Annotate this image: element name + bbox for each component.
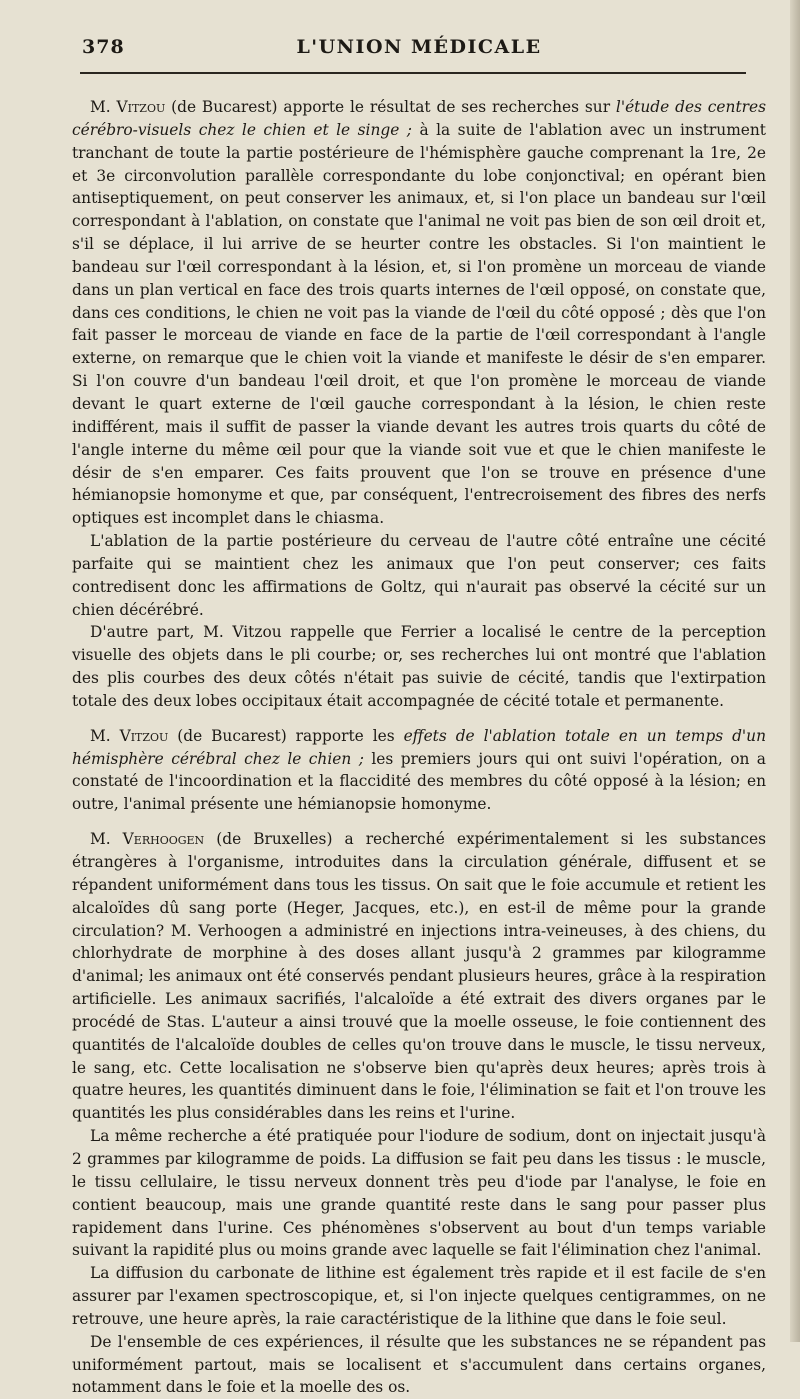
author-name: M. Vitzou [90, 726, 169, 745]
paragraph-carbonate-lithine: La diffusion du carbonate de lithine est également très rapide et il est facile de s'en assurer par l'examen spectroscopique, et, si l'on injecte quelques centigrammes, on ne retrouve, une heure après, la raie caractéristique de la lithine que dans le foie seul. [72, 1264, 766, 1328]
paragraph-iodure-sodium: La même recherche a été pratiquée pour l'iodure de sodium, dont on injectait jusqu'à 2 grammes par kilogramme de poids. La diffusion se fait peu dans les tissus : le muscle, le tissu cellulaire, le tissu nerveux donnent très peu d'iode par l'analyse, le foie en contient beaucoup, mais une grande quantité reste dans le sang pour passer plus rapidement dans l'urine. Ces phénomènes s'observent au bout d'un temps variable suivant la rapidité plus ou moins grande avec laquelle se fait l'élimination chez l'animal. [72, 1127, 766, 1260]
paragraph-ferrier-pli-courbe: D'autre part, M. Vitzou rappelle que Ferrier a localisé le centre de la perception visuelle des objets dans le pli courbe; or, ses recherches lui ont montré que l'ablation des plis courbes des deux côtés n'était pas suivie de cécité, tandis que l'extirpation totale des deux lobes occipitaux était accompagnée de cécité totale et permanente. [72, 623, 766, 710]
running-head [72, 36, 766, 70]
paragraph-verhoogen-diffusion [72, 828, 766, 1125]
study-title: effets de l'ablation totale en un temps d'un hémisphère cérébral chez le chien ; [72, 726, 766, 768]
author-name: M. Vitzou [90, 98, 166, 116]
page-edge-shadow [790, 0, 800, 1342]
paragraph-ablation-blindness: L'ablation de la partie postérieure du cerveau de l'autre côté entraîne une cécité parfaite qui se maintient chez les animaux que l'on peut conserver; ces faits contredisent donc les affirmations de Goltz, qui n'aurait pas observé la cécité sur un chien décérébré. [72, 532, 766, 619]
paragraph-lead: (de Bucarest) apporte le résultat de ses recherches sur [165, 98, 616, 116]
paragraph-vitzou-visual-centers [72, 96, 766, 530]
study-title: l'étude des centres cérébro-visuels chez le chien et le singe ; [72, 98, 766, 139]
journal-title: L'UNION MÉDICALE [296, 36, 542, 58]
paragraph-lead: (de Bucarest) rapporte les [168, 726, 404, 745]
page-number: 378 [82, 36, 125, 58]
paragraph-conclusion: De l'ensemble de ces expériences, il résulte que les substances ne se répandent pas uniformément partout, mais se localisent et s'accumulent dans certains organes, notamment dans le foie et la moelle des os. [72, 1332, 766, 1397]
paragraph-body: les premiers jours qui ont suivi l'opération, on a constaté de l'incoordination et la flaccidité des membres du côté opposé à la lésion; en outre, l'animal présente une hémianopsie homonyme. [72, 749, 766, 814]
paragraph-vitzou-hemisphere-ablation [72, 725, 766, 816]
author-name: M. Verhoogen [90, 830, 205, 849]
paragraph-body: à la suite de l'ablation avec un instrument tranchant de toute la partie postérieure de l'hémisphère gauche comprenant la 1re, 2e et 3e circonvolution parallèle correspondante du lobe conjonctival; en opérant bien antiseptiquement, on peut conserver les animaux, et, si l'on place un bandeau sur l'œil correspondant à l'ablation, on constate que l'animal ne voit pas bien de son œil droit et, s'il se déplace, il lui arrive de se heurter contre les obstacles. Si l'on maintient le bandeau sur l'œil correspondant à la lésion, et, si l'on promène un morceau de viande dans un plan vertical en face des trois quarts internes de l'œil opposé, on constate que, dans ces conditions, le chien ne voit pas la viande de l'œil du côté opposé ; dès que l'on fait passer le morceau de viande en face de la partie de l'œil correspondant à l'angle externe, on remarque que le chien voit la viande et manifeste le désir de s'en emparer. Si l'on couvre d'un bandeau l'œil droit, et que l'on promène le morceau de viande devant le quart externe de l'œil gauche correspondant à la lésion, le chien reste indifférent, mais il suffit de passer la viande devant les autres trois quarts du côté de l'angle interne du même œil pour que la viande soit vue et que le chien manifeste le désir de s'en emparer. Ces faits prouvent que l'on se trouve en présence d'une hémianopsie homonyme et que, par conséquent, l'entrecroisement des fibres des nerfs optiques est incomplet dans le chiasma. [72, 120, 766, 528]
header-rule [80, 72, 746, 74]
paragraph-body: (de Bruxelles) a recherché expérimentalement si les substances étrangères à l'organisme, introduites dans la circulation générale, diffusent et se répandent uniformément dans tous les tissus. On sait que le foie accumule et retient les alcaloïdes dû sang porte (Heger, Jacques, etc.), en est-il de même pour la grande circulation? M. Verhoogen a administré en injections intra-veineuses, à des chiens, du chlorhydrate de morphine à des doses allant jusqu'à 2 grammes par kilogramme d'animal; les animaux ont été conservés pendant plusieurs heures, grâce à la respiration artificielle. Les animaux sacrifiés, l'alcaloïde a été extrait des divers organes par le procédé de Stas. L'auteur a ainsi trouvé que la moelle osseuse, le foie contiennent des quantités de l'alcaloïde doubles de celles qu'on trouve dans le muscle, le tissu nerveux, le sang, etc. Cette localisation ne s'observe bien qu'après deux heures; après trois à quatre heures, les quantités diminuent dans le foie, l'élimination se fait et l'on trouve les quantités les plus considérables dans les reins et l'urine. [72, 830, 766, 1123]
article-body [72, 96, 766, 1399]
